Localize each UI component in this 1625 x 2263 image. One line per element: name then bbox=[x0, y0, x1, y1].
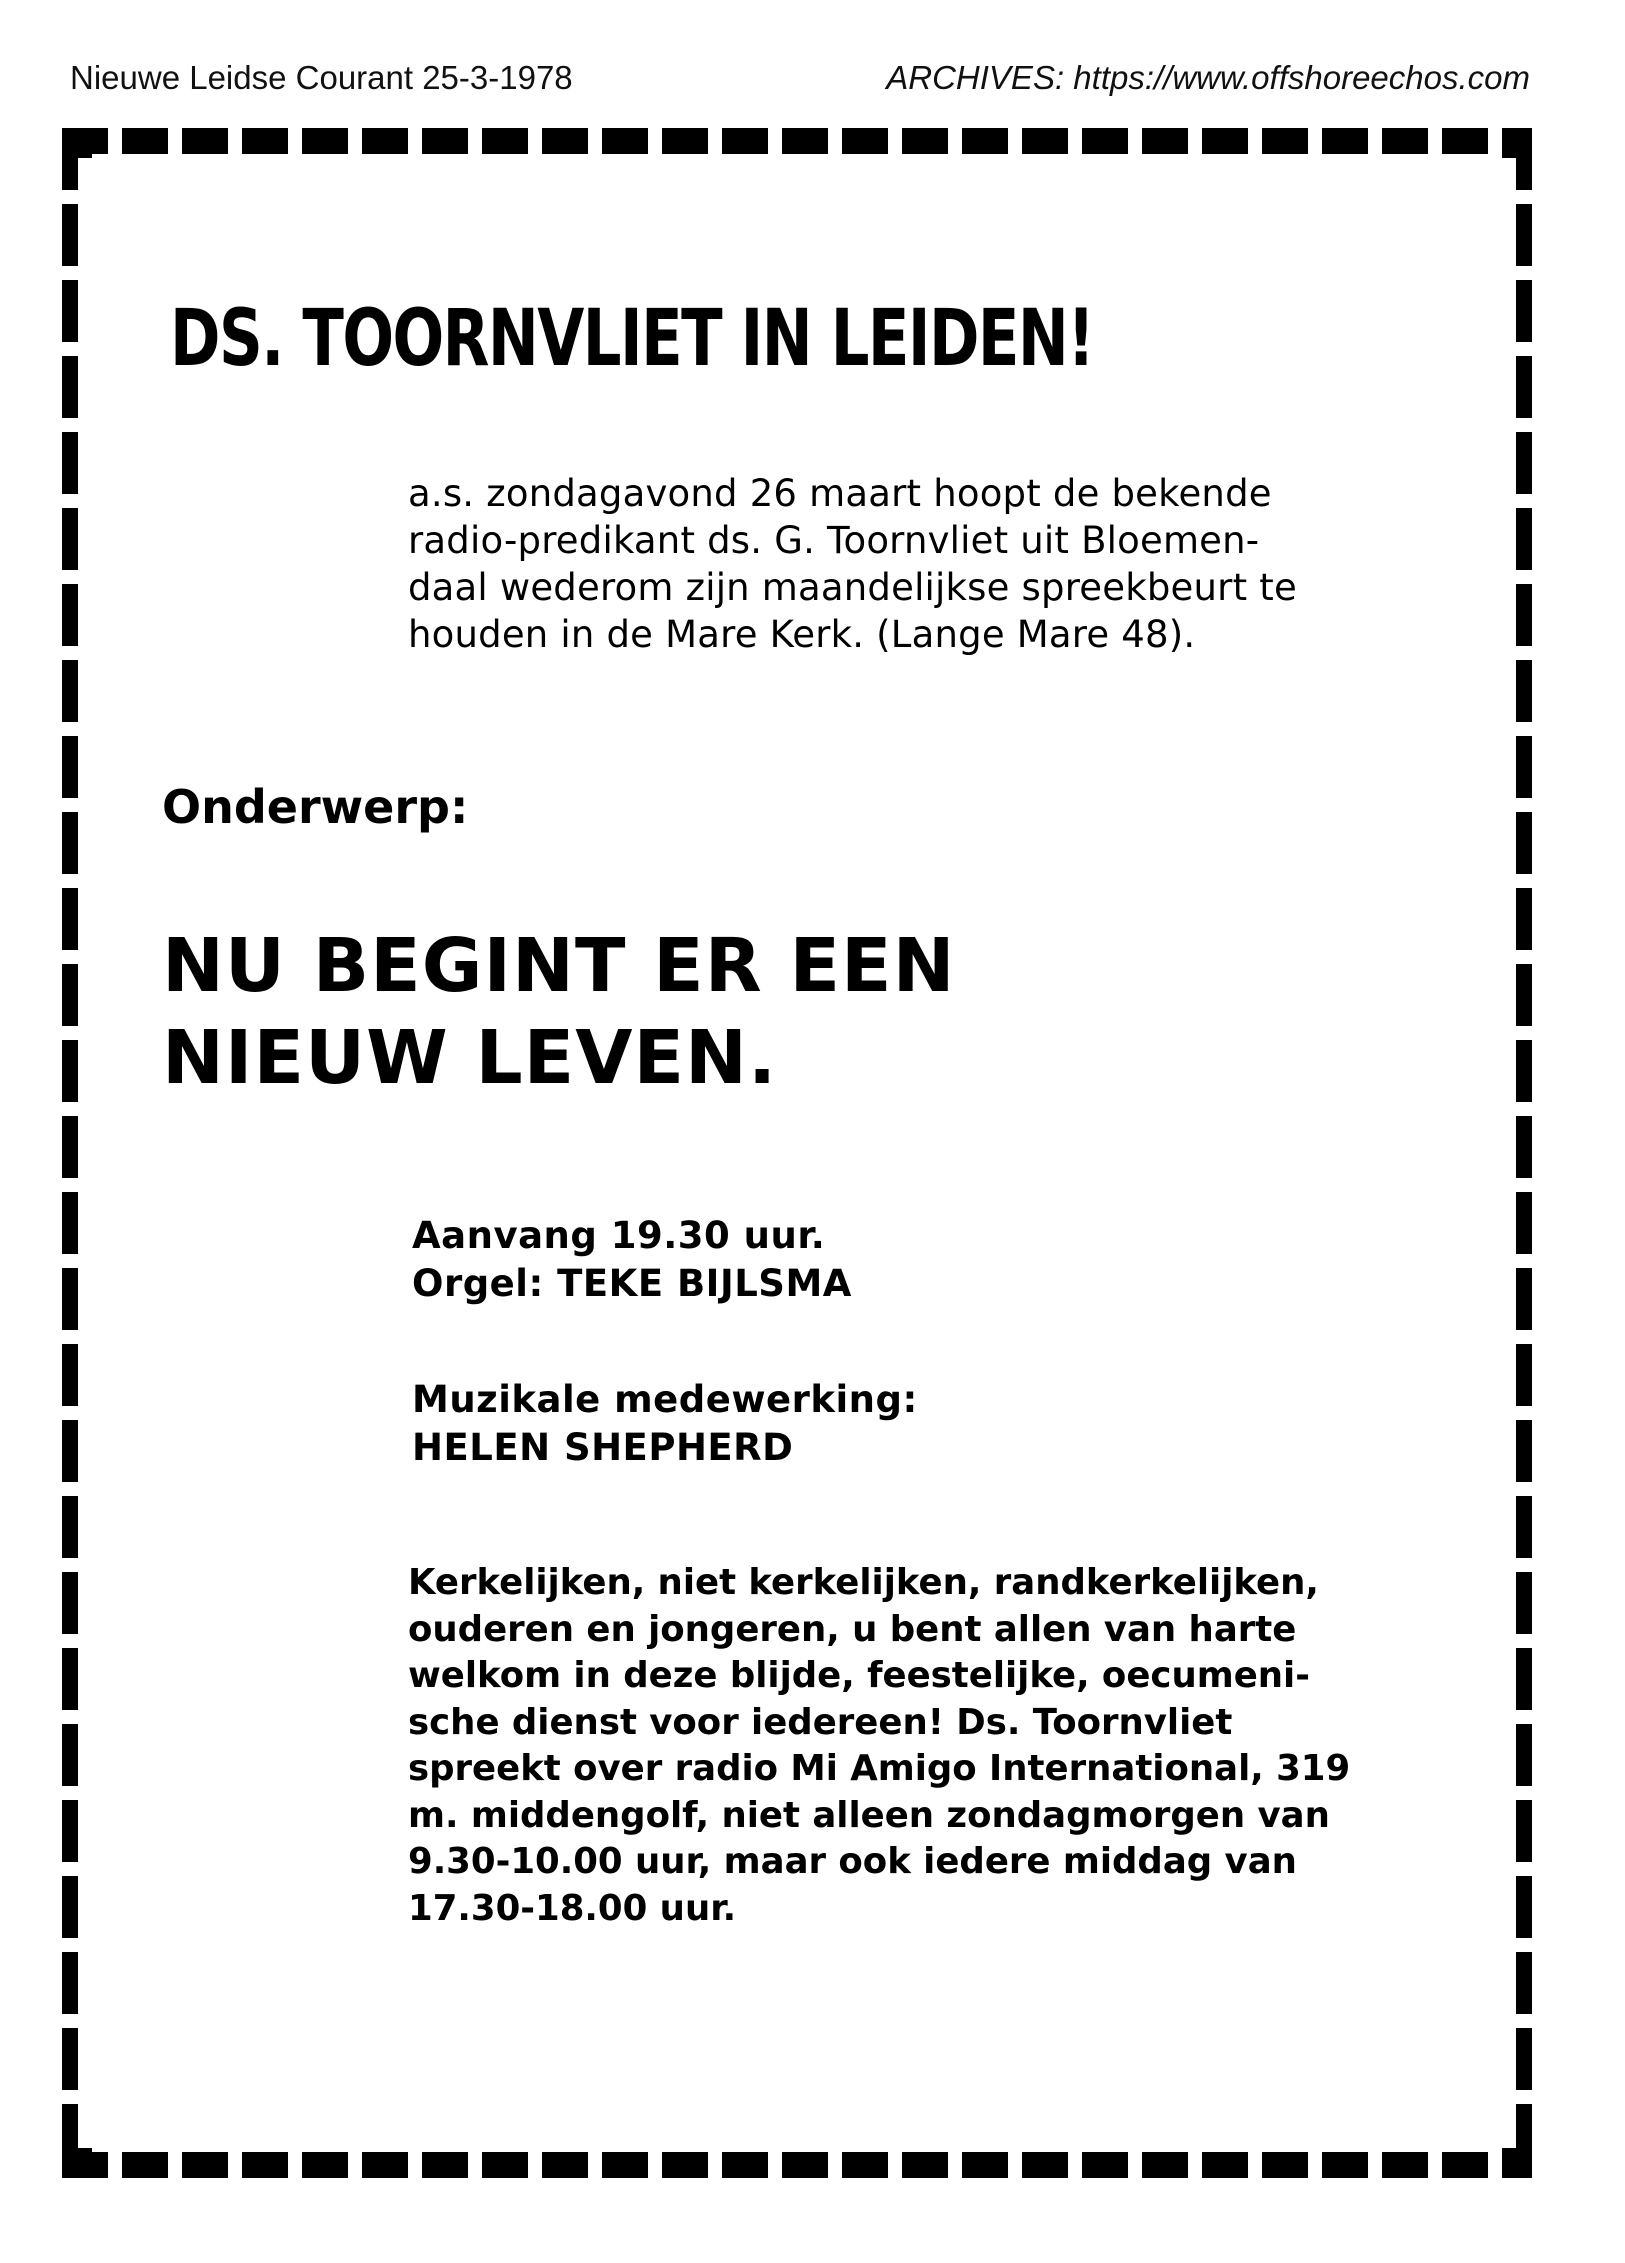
publication-source: Nieuwe Leidse Courant 25-3-1978 bbox=[70, 59, 573, 96]
intro-line: daal wederom zijn maandelijkse spreekbeurt te bbox=[408, 566, 1297, 609]
subject-line: NIEUW LEVEN. bbox=[162, 1015, 778, 1101]
subject-line: NU BEGINT ER EEN bbox=[162, 923, 956, 1009]
service-details bbox=[412, 1212, 852, 1308]
frame-bottom-border bbox=[62, 2152, 1532, 2178]
ad-title: DS. TOORNVLIET IN LEIDEN! bbox=[170, 294, 1094, 384]
closing-line: 17.30-18.00 uur. bbox=[408, 1887, 737, 1929]
frame-left-border bbox=[62, 128, 78, 2178]
archive-link[interactable]: ARCHIVES: https://www.offshoreechos.com bbox=[886, 59, 1530, 96]
frame-corner bbox=[62, 128, 92, 158]
subject-label: Onderwerp: bbox=[162, 780, 469, 834]
frame-corner bbox=[62, 2148, 92, 2178]
intro-line: houden in de Mare Kerk. (Lange Mare 48). bbox=[408, 613, 1196, 656]
closing-line: spreekt over radio Mi Amigo International, 319 bbox=[408, 1748, 1351, 1789]
source-header bbox=[70, 58, 1530, 98]
intro-paragraph bbox=[408, 470, 1438, 658]
organist: Orgel: TEKE BIJLSMA bbox=[412, 1262, 852, 1305]
music-details bbox=[412, 1376, 918, 1472]
music-performer: HELEN SHEPHERD bbox=[412, 1426, 794, 1469]
closing-line: Kerkelijken, niet kerkelijken, randkerkelijken, bbox=[408, 1562, 1319, 1603]
frame-corner bbox=[1502, 2148, 1532, 2178]
intro-line: radio-predikant ds. G. Toornvliet uit Bloemen- bbox=[408, 519, 1260, 562]
music-label: Muzikale medewerking: bbox=[412, 1378, 918, 1421]
frame-top-border bbox=[62, 128, 1532, 154]
start-time: Aanvang 19.30 uur. bbox=[412, 1214, 826, 1257]
intro-line: a.s. zondagavond 26 maart hoopt de bekende bbox=[408, 472, 1272, 515]
closing-line: m. middengolf, niet alleen zondagmorgen van bbox=[408, 1794, 1330, 1836]
closing-line: 9.30-10.00 uur, maar ook iedere middag van bbox=[408, 1841, 1297, 1882]
frame-corner bbox=[1502, 128, 1532, 158]
closing-line: sche dienst voor iedereen! Ds. Toornvliet bbox=[408, 1701, 1233, 1743]
closing-line: ouderen en jongeren, u bent allen van harte bbox=[408, 1608, 1297, 1650]
closing-paragraph bbox=[408, 1560, 1448, 1932]
closing-line: welkom in deze blijde, feestelijke, oecumeni- bbox=[408, 1655, 1310, 1696]
frame-right-border bbox=[1516, 128, 1532, 2178]
sermon-subject bbox=[162, 920, 956, 1104]
